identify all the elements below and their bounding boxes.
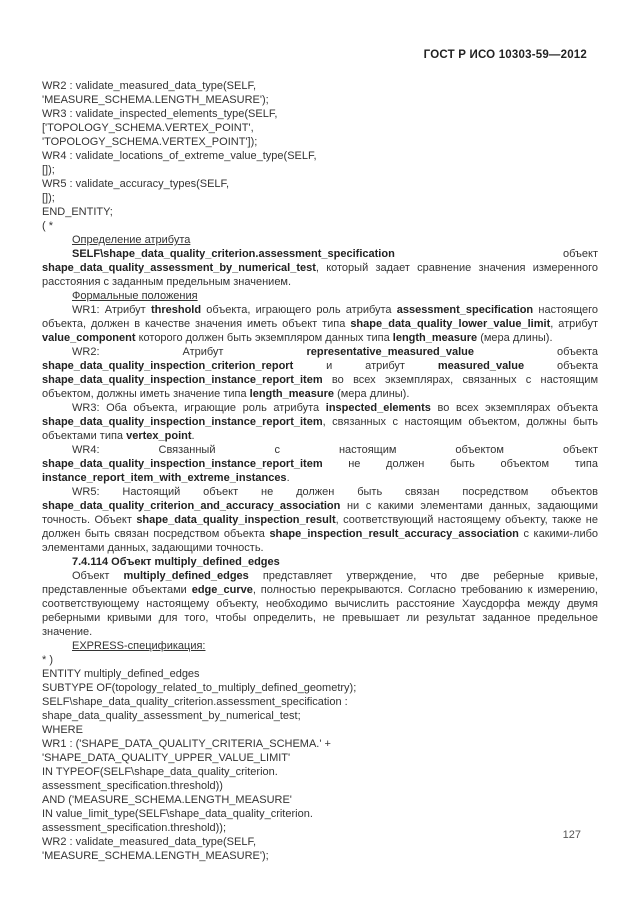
paragraph-run: WR3: Оба объекта, играющие роль атрибута	[72, 402, 326, 414]
paragraph-run: которого должен быть экземпляром данных типа	[135, 332, 393, 344]
paragraph-run-bold: shape_data_quality_criterion_and_accuracy_association	[42, 500, 341, 512]
underlined-label	[42, 639, 598, 653]
paragraph-run: Объект	[72, 570, 124, 582]
express-code-line: WR3 : validate_inspected_elements_type(SELF,	[42, 108, 278, 120]
paragraph-run: во всех экземплярах, связанных с настоящим объектом, должны иметь значение типа	[42, 374, 598, 400]
paragraph-run-bold: shape_data_quality_lower_value_limit	[350, 318, 551, 330]
paragraph-run: ни с какими элементами данных, задающими точность. Объект	[42, 500, 598, 526]
express-code-line: 'TOPOLOGY_SCHEMA.VERTEX_POINT']);	[42, 136, 258, 148]
paragraph-run: .	[286, 472, 290, 484]
paragraph-run-bold: shape_data_quality_assessment_by_numerical_test	[42, 262, 316, 274]
express-code-line: WHERE	[42, 724, 83, 736]
express-code-line: ( *	[42, 220, 53, 232]
paragraph-run-bold: vertex_point	[126, 430, 192, 442]
paragraph-run: , соответствующий настоящему объекту, также не должен быть связан посредством объекта	[42, 514, 598, 540]
express-code-line: SUBTYPE OF(topology_related_to_multiply_defined_geometry);	[42, 682, 357, 694]
paragraph-run: во всех экземплярах объекта	[430, 402, 598, 414]
paragraph-run: не должен быть объектом типа	[322, 458, 598, 470]
express-code-line: []);	[42, 192, 55, 204]
underlined-label-text: Определение атрибута	[72, 234, 191, 246]
paragraph	[42, 345, 598, 401]
express-code-line: assessment_specification.threshold))	[42, 780, 223, 792]
paragraph	[42, 247, 598, 289]
paragraph-run-bold: multiply_defined_edges	[123, 570, 249, 582]
express-code-line: assessment_specification.threshold));	[42, 822, 227, 834]
paragraph-run: (мера длины).	[334, 388, 410, 400]
paragraph-run: и атрибут	[293, 360, 438, 372]
underlined-label-text: EXPRESS-спецификация:	[72, 640, 206, 652]
underlined-label	[42, 233, 598, 247]
paragraph	[42, 485, 598, 555]
express-code-block-top	[42, 79, 598, 233]
paragraph-run-bold: length_measure	[392, 332, 478, 344]
paragraph-run-bold: edge_curve	[191, 584, 253, 596]
section-heading: 7.4.114 Объект multiply_defined_edges	[72, 556, 280, 568]
paragraph-run-bold: shape_data_quality_inspection_instance_report_item	[42, 458, 323, 470]
paragraph-run-bold: shape_data_quality_inspection_criterion_report	[42, 360, 294, 372]
paragraph-run: объекта	[474, 346, 598, 358]
express-code-line: WR2 : validate_measured_data_type(SELF,	[42, 836, 257, 848]
express-code-block-bottom	[42, 653, 598, 863]
express-code-line: WR2 : validate_measured_data_type(SELF,	[42, 80, 257, 92]
paragraph-run: , связанных с настоящим объектом, должны быть объектами типа	[42, 416, 598, 442]
page-header-standard-number: ГОСТ Р ИСО 10303-59—2012	[423, 49, 587, 61]
paragraph-run: объекта, играющего роль атрибута	[201, 304, 397, 316]
underlined-label	[42, 289, 598, 303]
express-code-line: WR5 : validate_accuracy_types(SELF,	[42, 178, 230, 190]
paragraph-run: , полностью перекрываются. Согласно требованию к измерению, соответствующему настоящему объекту, необходимо вычислить расстояние Хаусдорфа между двумя реберными кривыми для того, чтобы определить, не превышает ли результат заданное предельное значение.	[42, 584, 598, 638]
paragraph	[42, 303, 598, 345]
paragraph-run: WR1: Атрибут	[72, 304, 151, 316]
paragraph-run-bold: instance_report_item_with_extreme_instances	[42, 472, 287, 484]
express-code-line: IN TYPEOF(SELF\shape_data_quality_criterion.	[42, 766, 278, 778]
paragraph-run-bold: SELF\shape_data_quality_criterion.assessment_specification	[72, 248, 395, 260]
paragraph-run: .	[191, 430, 195, 442]
paragraph-run: WR2: Атрибут	[72, 346, 307, 358]
express-code-line: 'MEASURE_SCHEMA.LENGTH_MEASURE');	[42, 94, 269, 106]
paragraph-run-bold: value_component	[42, 332, 136, 344]
express-code-line: SELF\shape_data_quality_criterion.assessment_specification :	[42, 696, 348, 708]
paragraph-run: (мера длины).	[477, 332, 553, 344]
express-code-line: 'SHAPE_DATA_QUALITY_UPPER_VALUE_LIMIT'	[42, 752, 291, 764]
paragraph-run-bold: inspected_elements	[325, 402, 431, 414]
express-code-line: * )	[42, 654, 53, 666]
express-code-line: WR4 : validate_locations_of_extreme_value_type(SELF,	[42, 150, 317, 162]
express-code-line: AND ('MEASURE_SCHEMA.LENGTH_MEASURE'	[42, 794, 292, 806]
document-body	[42, 79, 598, 863]
paragraph-run: объекта	[524, 360, 598, 372]
paragraph-run-bold: shape_data_quality_inspection_result	[136, 514, 336, 526]
paragraph	[42, 569, 598, 639]
express-code-line: WR1 : ('SHAPE_DATA_QUALITY_CRITERIA_SCHEMA.' +	[42, 738, 331, 750]
underlined-label-text: Формальные положения	[72, 290, 198, 302]
paragraph	[42, 401, 598, 443]
page-number: 127	[562, 829, 581, 841]
paragraph-run: настоящего объекта, должен в качестве значения иметь объект типа	[42, 304, 598, 330]
express-code-line: shape_data_quality_assessment_by_numerical_test;	[42, 710, 301, 722]
express-code-line: IN value_limit_type(SELF\shape_data_quality_criterion.	[42, 808, 313, 820]
paragraph-run: WR4: Связанный с настоящим объектом объект	[72, 444, 598, 456]
express-code-line: []);	[42, 164, 55, 176]
express-code-line: ['TOPOLOGY_SCHEMA.VERTEX_POINT',	[42, 122, 254, 134]
express-code-line: ENTITY multiply_defined_edges	[42, 668, 200, 680]
paragraph-run: WR5: Настоящий объект не должен быть связан посредством объектов	[72, 486, 598, 498]
paragraph-run-bold: assessment_specification	[396, 304, 534, 316]
paragraph-run-bold: shape_data_quality_inspection_instance_report_item	[42, 374, 323, 386]
express-code-line: END_ENTITY;	[42, 206, 113, 218]
paragraph-run-bold: shape_data_quality_inspection_instance_report_item	[42, 416, 323, 428]
paragraph-run: представляет утверждение, что две реберные кривые, представленные объектами	[42, 570, 598, 596]
paragraph-run: , который задает сравнение значения измеренного расстояния с заданным предельным значением.	[42, 262, 598, 288]
paragraph-run-bold: measured_value	[437, 360, 525, 372]
paragraph-run-bold: threshold	[150, 304, 202, 316]
paragraph	[42, 443, 598, 485]
express-code-line: 'MEASURE_SCHEMA.LENGTH_MEASURE');	[42, 850, 269, 862]
paragraph-run-bold: shape_inspection_result_accuracy_association	[269, 528, 519, 540]
paragraph-run-bold: length_measure	[249, 388, 335, 400]
paragraph-run: объект	[394, 248, 598, 260]
paragraph-run-bold: representative_measured_value	[306, 346, 474, 358]
paragraph-run: с какими-либо элементами данных, задающими точность.	[42, 528, 599, 554]
paragraph-run: , атрибут	[550, 318, 598, 330]
